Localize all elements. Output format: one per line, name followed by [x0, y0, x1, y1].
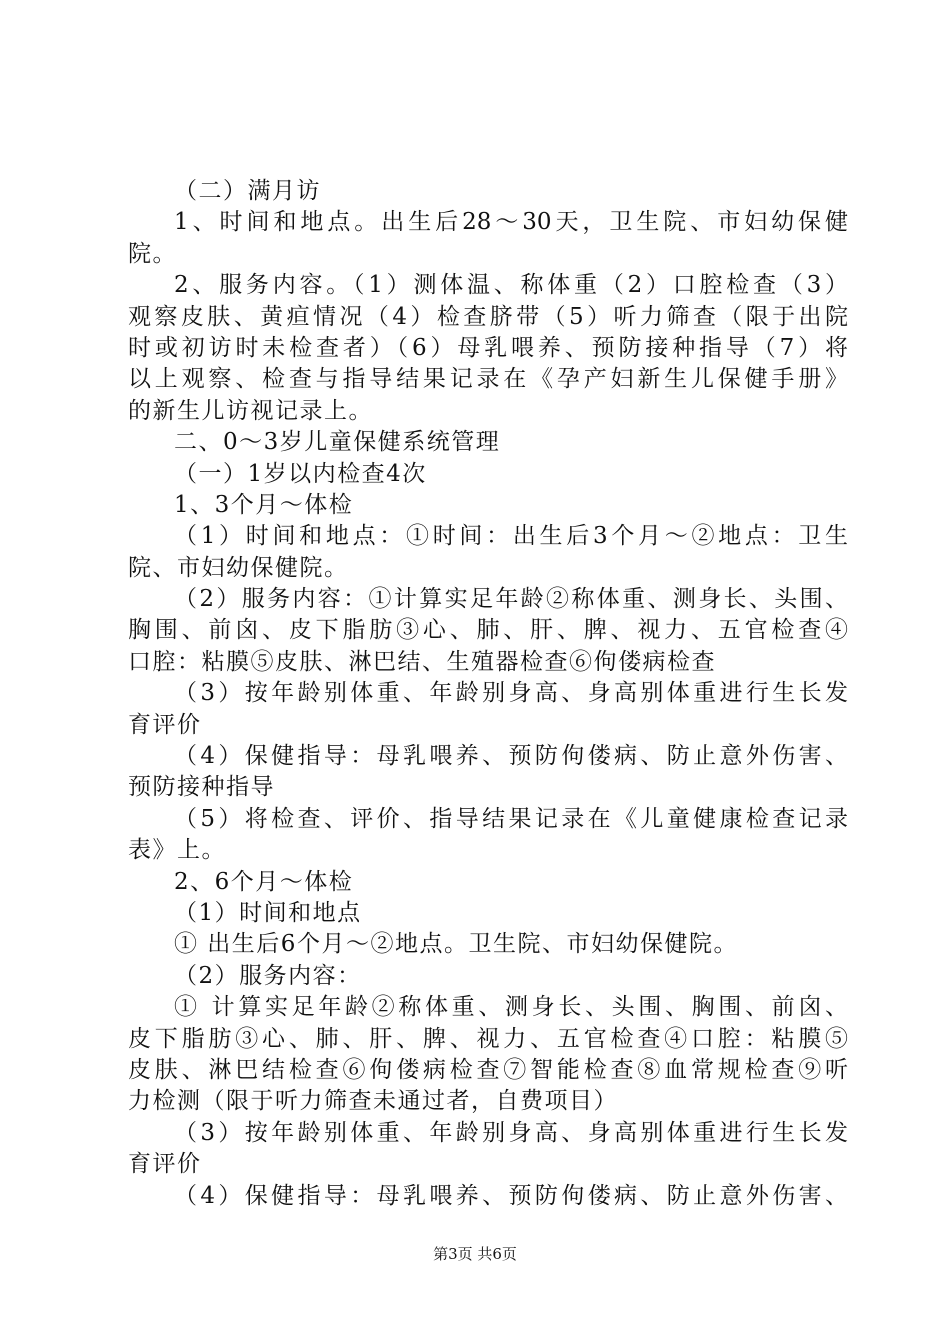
- document-body: [128, 176, 848, 1212]
- text-line: （一）1岁以内检查4次: [174, 460, 427, 487]
- text-line: 1、3个月～体检: [174, 491, 354, 518]
- text-line: 院。: [128, 240, 177, 267]
- text-line: （4）保健指导：母乳喂养、预防佝偻病、防止意外伤害、: [174, 743, 848, 770]
- text-line: （3）按年龄别体重、年龄别身高、身高别体重进行生长发: [174, 680, 848, 707]
- text-line: 预防接种指导: [128, 774, 275, 801]
- text-line: （1）时间和地点：①时间：出生后3个月～②地点：卫生: [174, 523, 848, 550]
- text-line: （2）服务内容：: [174, 962, 362, 989]
- text-line: （4）保健指导：母乳喂养、预防佝偻病、防止意外伤害、: [174, 1182, 848, 1209]
- text-line: （3）按年龄别体重、年龄别身高、身高别体重进行生长发: [174, 1119, 848, 1146]
- text-line: 观察皮肤、黄疸情况（4）检查脐带（5）听力筛查（限于出院: [128, 303, 848, 330]
- text-line: （1）时间和地点: [174, 899, 362, 926]
- text-line: 以上观察、检查与指导结果记录在《孕产妇新生儿保健手册》: [128, 366, 848, 393]
- text-line: 口腔：粘膜⑤皮肤、淋巴结、生殖器检查⑥佝偻病检查: [128, 648, 716, 675]
- text-line: （二）满月访: [174, 178, 321, 204]
- text-line: 皮肤、淋巴结检查⑥佝偻病检查⑦智能检查⑧血常规检查⑨听: [128, 1056, 848, 1083]
- text-line: 胸围、前囟、皮下脂肪③心、肺、肝、脾、视力、五官检查④: [128, 617, 848, 644]
- text-line: 的新生儿访视记录上。: [128, 397, 373, 424]
- text-line: 院、市妇幼保健院。: [128, 554, 349, 581]
- text-line: 时或初访时未检查者）（6）母乳喂养、预防接种指导（7）将: [128, 334, 848, 361]
- text-line: 皮下脂肪③心、肺、肝、脾、视力、五官检查④口腔：粘膜⑤: [128, 1025, 848, 1052]
- text-line: （2）服务内容：①计算实足年龄②称体重、测身长、头围、: [174, 586, 848, 613]
- text-line: ① 出生后6个月～②地点。卫生院、市妇幼保健院。: [174, 931, 738, 958]
- text-line: 力检测（限于听力筛查未通过者，自费项目）: [128, 1088, 618, 1115]
- page-footer: 第3页 共6页: [433, 1245, 517, 1263]
- text-line: 育评价: [128, 711, 202, 738]
- text-line: ① 计算实足年龄②称体重、测身长、头围、胸围、前囟、: [174, 994, 848, 1021]
- text-line: 2、6个月～体检: [174, 868, 354, 895]
- text-line: 表》上。: [128, 837, 226, 864]
- text-line: （5）将检查、评价、指导结果记录在《儿童健康检查记录: [174, 805, 848, 832]
- text-line: 二、0～3岁儿童保健系统管理: [174, 429, 501, 456]
- text-line: 1、时间和地点。出生后28～30天，卫生院、市妇幼保健: [174, 209, 848, 236]
- text-line: 2、服务内容。（1）测体温、称体重（2）口腔检查（3）: [174, 272, 848, 299]
- text-line: 育评价: [128, 1151, 202, 1178]
